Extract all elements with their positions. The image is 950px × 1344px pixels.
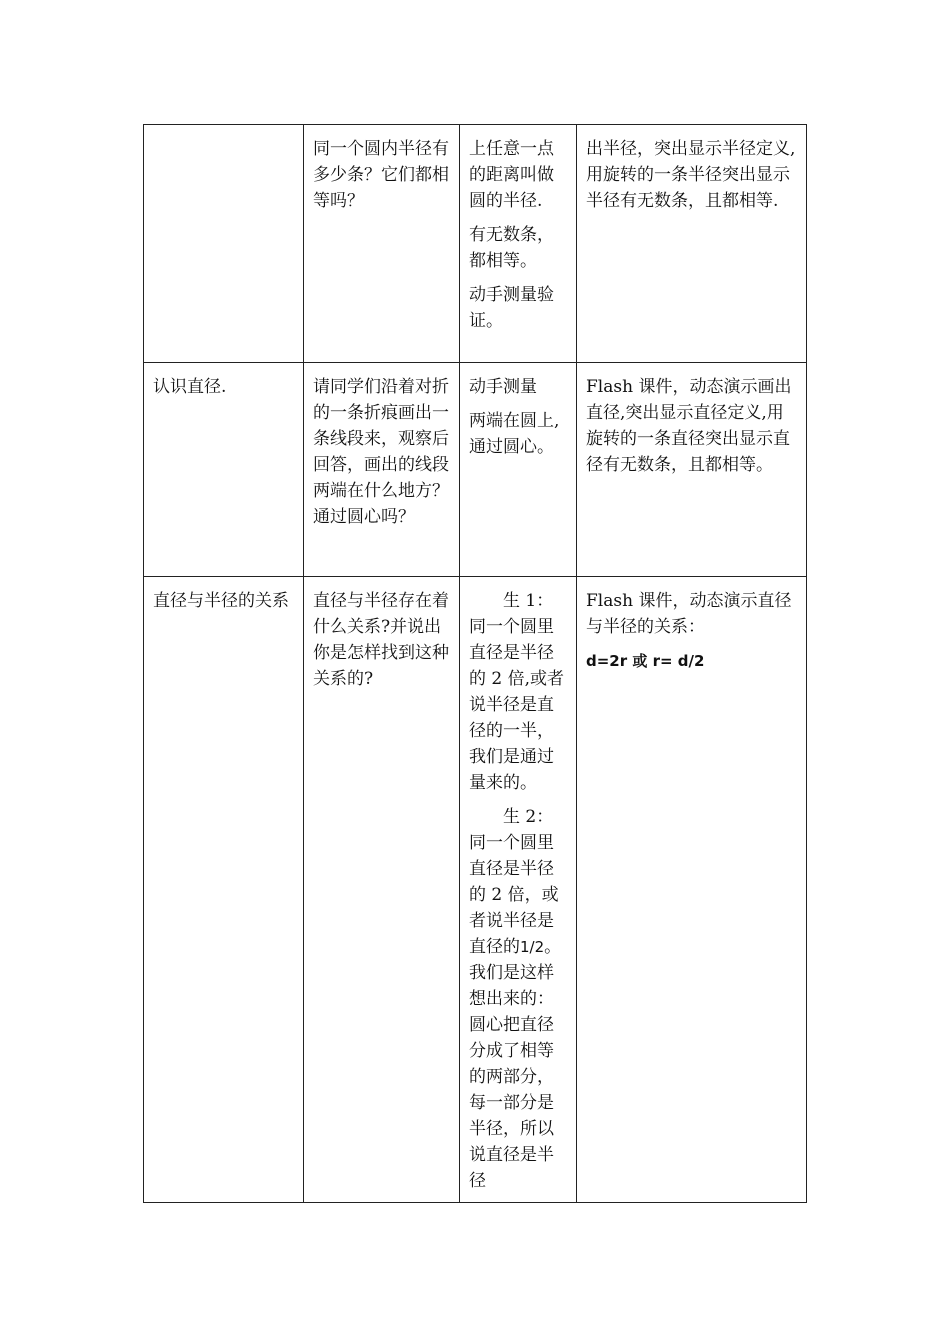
teacher-activity-cell: 同一个圆内半径有多少条？它们都相等吗？ <box>304 125 460 363</box>
student-answer: 动手测量验证。 <box>469 285 554 331</box>
student-1-label: 生 1： <box>503 591 554 611</box>
student-answer: 上任意一点的距离叫做圆的半径. <box>469 139 554 211</box>
diameter-radius-formula: d=2r 或 r= d/2 <box>586 652 705 670</box>
student-2-answer <box>469 804 568 1194</box>
student-1-text: 同一个圆里直径是半径的 2 倍,或者说半径是直径的一半，我们是通过量来的。 <box>469 617 565 793</box>
media-design-cell: 出半径，突出显示半径定义,用旋转的一条半径突出显示半径有无数条，且都相等. <box>577 125 807 363</box>
student-activity-cell <box>460 363 577 577</box>
student-2-label: 生 2： <box>503 807 554 827</box>
table-row <box>144 125 807 363</box>
student-1-answer <box>469 588 568 796</box>
table-row <box>144 577 807 1203</box>
media-design-cell: Flash 课件，动态演示画出直径,突出显示直径定义,用旋转的一条直径突出显示直径有无数条，且都相等。 <box>577 363 807 577</box>
stage-cell: 认识直径. <box>144 363 304 577</box>
teacher-activity-cell: 直径与半径存在着什么关系?并说出你是怎样找到这种关系的? <box>304 577 460 1203</box>
student-answer: 有无数条，都相等。 <box>469 225 554 271</box>
student-activity-cell <box>460 125 577 363</box>
teacher-activity-cell: 请同学们沿着对折的一条折痕画出一条线段来，观察后回答，画出的线段两端在什么地方？通过圆心吗？ <box>304 363 460 577</box>
student-2-text-b: 。我们是这样想出来的：圆心把直径分成了相等的两部分，每一部分是半径，所以说直径是半径 <box>469 937 562 1191</box>
student-answer: 两端在圆上,通过圆心。 <box>469 411 560 457</box>
student-2-text-a: 同一个圆里直径是半径的 2 倍，或者说半径是直径的 <box>469 833 559 957</box>
stage-cell: 直径与半径的关系 <box>144 577 304 1203</box>
stage-cell <box>144 125 304 363</box>
student-activity-cell <box>460 577 577 1203</box>
lesson-plan-table <box>143 124 807 1203</box>
student-answer: 动手测量 <box>469 377 537 397</box>
media-description: Flash 课件，动态演示直径与半径的关系： <box>586 591 792 637</box>
media-design-cell <box>577 577 807 1203</box>
fraction-one-half: 1/2 <box>520 938 545 956</box>
table-row <box>144 363 807 577</box>
